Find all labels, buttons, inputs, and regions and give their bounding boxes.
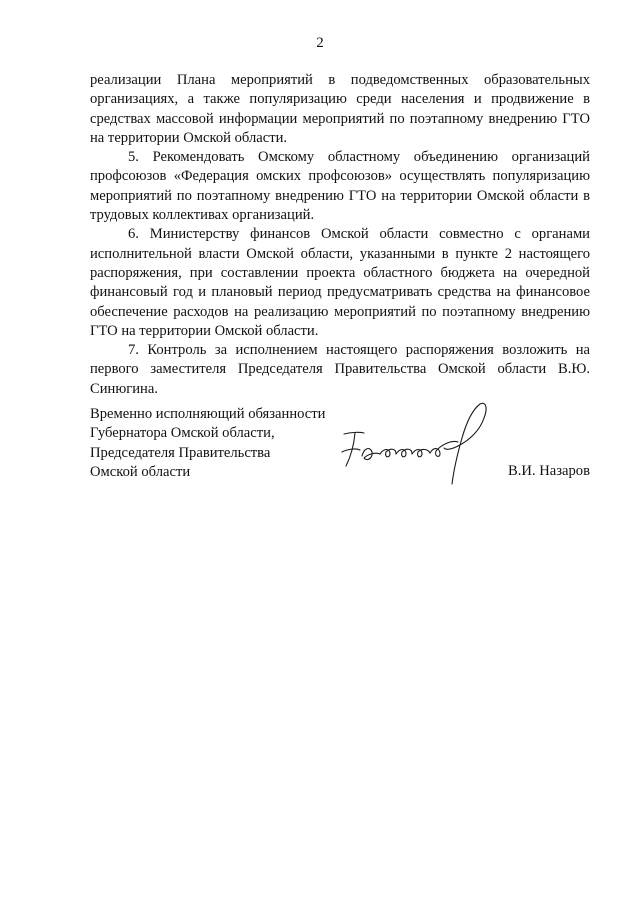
handwritten-signature [334, 396, 494, 491]
page-number: 2 [316, 35, 324, 51]
paragraph-item-7: 7. Контроль за исполнением настоящего распоряжения возложить на первого заместителя Председателя Правительства Омской области В.Ю. Синюгина. [90, 342, 590, 397]
signer-position-line: Омской области [90, 463, 191, 480]
paragraph-item-6: 6. Министерству финансов Омской области совместно с органами исполнительной власти Омской области, указанными в пункте 2 настоящего распоряжения, при составлении проекта областного бюджета на очередной финансовый год и плановый период предусматривать средства на финансовое обеспечение расходов на реализацию мероприятий по поэтапному внедрению ГТО на территории Омской области. [90, 226, 590, 339]
signer-position-line: Председателя Правительства [90, 444, 271, 461]
signer-position-line: Временно исполняющий обязанности [90, 406, 326, 422]
paragraph-continuation: реализации Плана мероприятий в подведомственных образовательных организациях, а также популяризацию среди населения и продвижение в средствах массовой информации мероприятий по поэтапному внедрению ГТО на территории Омской области. [90, 72, 590, 146]
document-body [90, 71, 590, 399]
paragraph-item-5: 5. Рекомендовать Омскому областному объединению организаций профсоюзов «Федерация омских профсоюзов» осуществлять популяризацию мероприятий по поэтапному внедрению ГТО на территории Омской области в трудовых коллективах организаций. [90, 149, 590, 224]
signer-name: В.И. Назаров [508, 463, 590, 479]
signer-position-line: Губернатора Омской области, [90, 425, 275, 442]
signer-position [90, 405, 350, 482]
